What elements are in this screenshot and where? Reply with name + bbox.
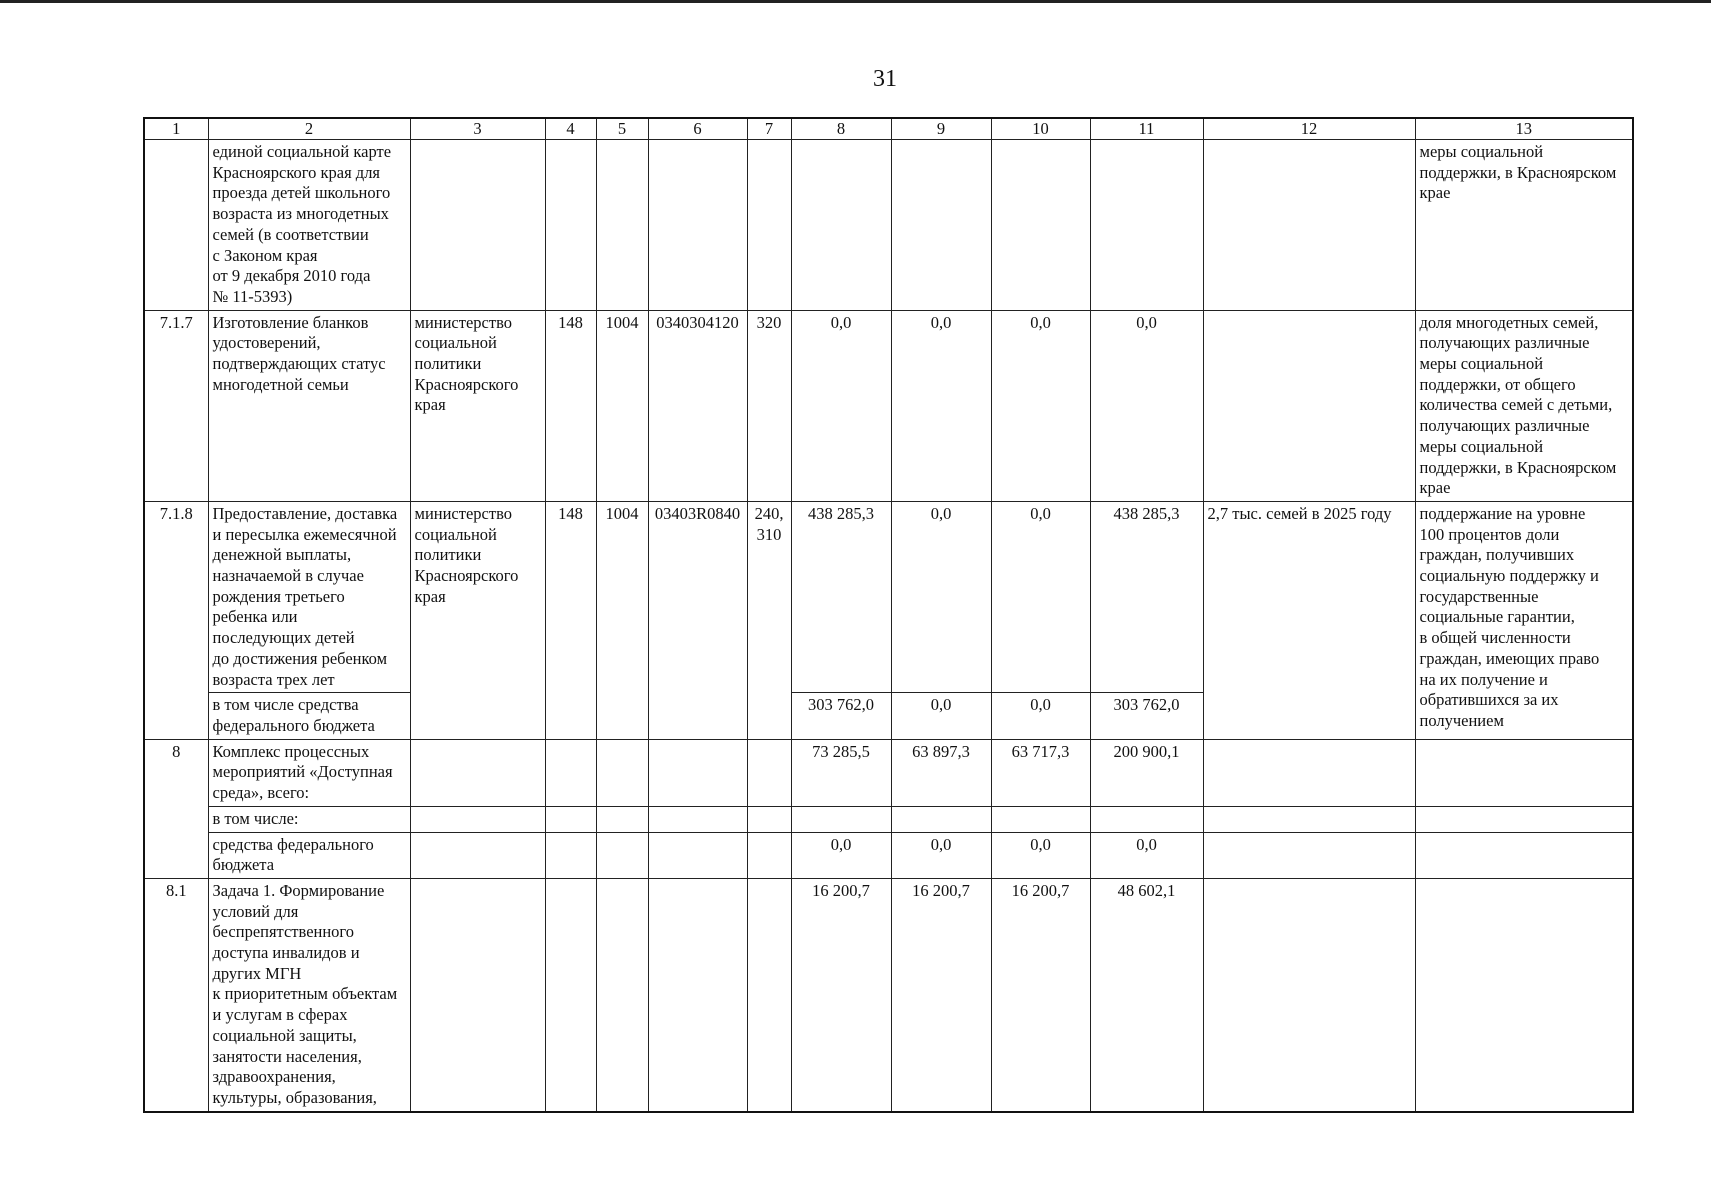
code-cell [648,140,747,311]
page-number: 31 [873,66,897,92]
amount-cell: 0,0 [991,832,1090,878]
header-cell: 1 [144,118,208,140]
code-cell [545,878,596,1111]
table-row-continuation [144,140,1633,311]
executor-cell [410,140,545,311]
header-cell: 6 [648,118,747,140]
code-cell [648,739,747,806]
amount-cell [1090,140,1203,311]
row-number-cell: 8 [144,739,208,878]
header-cell: 11 [1090,118,1203,140]
amount-cell: 303 762,0 [791,693,891,739]
table-row-7-1-7 [144,310,1633,501]
grbs-code-cell: 148 [545,501,596,739]
header-cell: 3 [410,118,545,140]
amount-cell: 0,0 [891,693,991,739]
section-code-cell: 1004 [596,310,648,501]
target-article-cell: 0340304120 [648,310,747,501]
result-cell [1203,806,1415,832]
amount-cell [891,806,991,832]
amount-cell: 16 200,7 [891,878,991,1111]
table-row-8-1 [144,878,1633,1111]
header-cell: 2 [208,118,410,140]
activity-name-cell: Изготовление бланков удостоверений, подтверждающих статус многодетной семьи [208,310,410,501]
amount-cell [891,140,991,311]
row-number-cell: 8.1 [144,878,208,1111]
total-amount-cell: 438 285,3 [1090,501,1203,692]
expense-type-cell: 240, 310 [747,501,791,739]
header-cell: 8 [791,118,891,140]
amount-cell [991,140,1090,311]
executor-cell: министерство социальной политики Красноярского края [410,501,545,739]
code-cell [596,806,648,832]
code-cell [545,739,596,806]
indicator-cell [1415,832,1633,878]
amount-cell: 0,0 [891,501,991,692]
activity-name-cell: Задача 1. Формирование условий для беспрепятственного доступа инвалидов и других МГН к приоритетным объектам и услугам в сферах социальной защиты, занятости населения, здравоохранения, культуры, образования, [208,878,410,1111]
result-cell [1203,739,1415,806]
result-cell [1203,878,1415,1111]
code-cell [747,832,791,878]
amount-cell: 16 200,7 [991,878,1090,1111]
amount-cell: 0,0 [991,310,1090,501]
activity-name-cell: в том числе средства федерального бюджета [208,693,410,739]
activity-name-cell: средства федерального бюджета [208,832,410,878]
executor-cell [410,832,545,878]
section-code-cell: 1004 [596,501,648,739]
indicator-cell [1415,878,1633,1111]
amount-cell: 0,0 [891,832,991,878]
target-article-cell: 03403R0840 [648,501,747,739]
executor-cell: министерство социальной политики Красноярского края [410,310,545,501]
amount-cell [791,140,891,311]
executor-cell [410,878,545,1111]
table-row-7-1-8 [144,501,1633,692]
amount-cell: 0,0 [991,693,1090,739]
code-cell [596,832,648,878]
indicator-cell [1415,739,1633,806]
code-cell [545,140,596,311]
total-amount-cell: 48 602,1 [1090,878,1203,1111]
executor-cell [410,739,545,806]
header-cell: 7 [747,118,791,140]
code-cell [747,739,791,806]
code-cell [648,832,747,878]
amount-cell: 0,0 [991,501,1090,692]
amount-cell: 0,0 [791,310,891,501]
code-cell [648,806,747,832]
code-cell [596,140,648,311]
total-amount-cell: 303 762,0 [1090,693,1203,739]
header-cell: 5 [596,118,648,140]
table-row-8-federal [144,832,1633,878]
result-cell [1203,140,1415,311]
column-number-row [144,118,1633,140]
amount-cell: 0,0 [791,832,891,878]
expense-type-cell: 320 [747,310,791,501]
amount-cell: 73 285,5 [791,739,891,806]
result-cell [1203,310,1415,501]
top-border-line [0,0,1711,3]
indicator-cell [1415,806,1633,832]
activity-name-cell: единой социальной карте Красноярского края для проезда детей школьного возраста из многодетных семей (в соответствии с Законом края от 9 декабря 2010 года № 11-5393) [208,140,410,311]
header-cell: 13 [1415,118,1633,140]
budget-table [143,117,1634,1113]
header-cell: 12 [1203,118,1415,140]
activity-name-cell: Комплекс процессных мероприятий «Доступная среда», всего: [208,739,410,806]
code-cell [596,739,648,806]
code-cell [747,878,791,1111]
result-cell: 2,7 тыс. семей в 2025 году [1203,501,1415,739]
code-cell [545,832,596,878]
total-amount-cell: 0,0 [1090,832,1203,878]
code-cell [747,806,791,832]
row-number-cell: 7.1.8 [144,501,208,739]
executor-cell [410,806,545,832]
row-number-cell [144,140,208,311]
amount-cell: 63 717,3 [991,739,1090,806]
table-row-8-including [144,806,1633,832]
total-amount-cell: 0,0 [1090,310,1203,501]
total-amount-cell [1090,806,1203,832]
amount-cell: 63 897,3 [891,739,991,806]
header-cell: 4 [545,118,596,140]
row-number-cell: 7.1.7 [144,310,208,501]
grbs-code-cell: 148 [545,310,596,501]
amount-cell [991,806,1090,832]
header-cell: 9 [891,118,991,140]
result-cell [1203,832,1415,878]
header-cell: 10 [991,118,1090,140]
indicator-cell: поддержание на уровне 100 процентов доли граждан, получивших социальную поддержку и государственные социальные гарантии, в общей численности граждан, имеющих право на их получение и обратившихся за их получением [1415,501,1633,739]
code-cell [545,806,596,832]
amount-cell: 438 285,3 [791,501,891,692]
amount-cell: 16 200,7 [791,878,891,1111]
indicator-cell: меры социальной поддержки, в Красноярском крае [1415,140,1633,311]
activity-name-cell: в том числе: [208,806,410,832]
amount-cell [791,806,891,832]
total-amount-cell: 200 900,1 [1090,739,1203,806]
indicator-cell: доля многодетных семей, получающих различные меры социальной поддержки, от общего количества семей с детьми, получающих различные меры социальной поддержки, в Красноярском крае [1415,310,1633,501]
activity-name-cell: Предоставление, доставка и пересылка ежемесячной денежной выплаты, назначаемой в случае рождения третьего ребенка или последующих детей до достижения ребенком возраста трех лет [208,501,410,692]
code-cell [648,878,747,1111]
code-cell [747,140,791,311]
code-cell [596,878,648,1111]
amount-cell: 0,0 [891,310,991,501]
table-row-8 [144,739,1633,806]
